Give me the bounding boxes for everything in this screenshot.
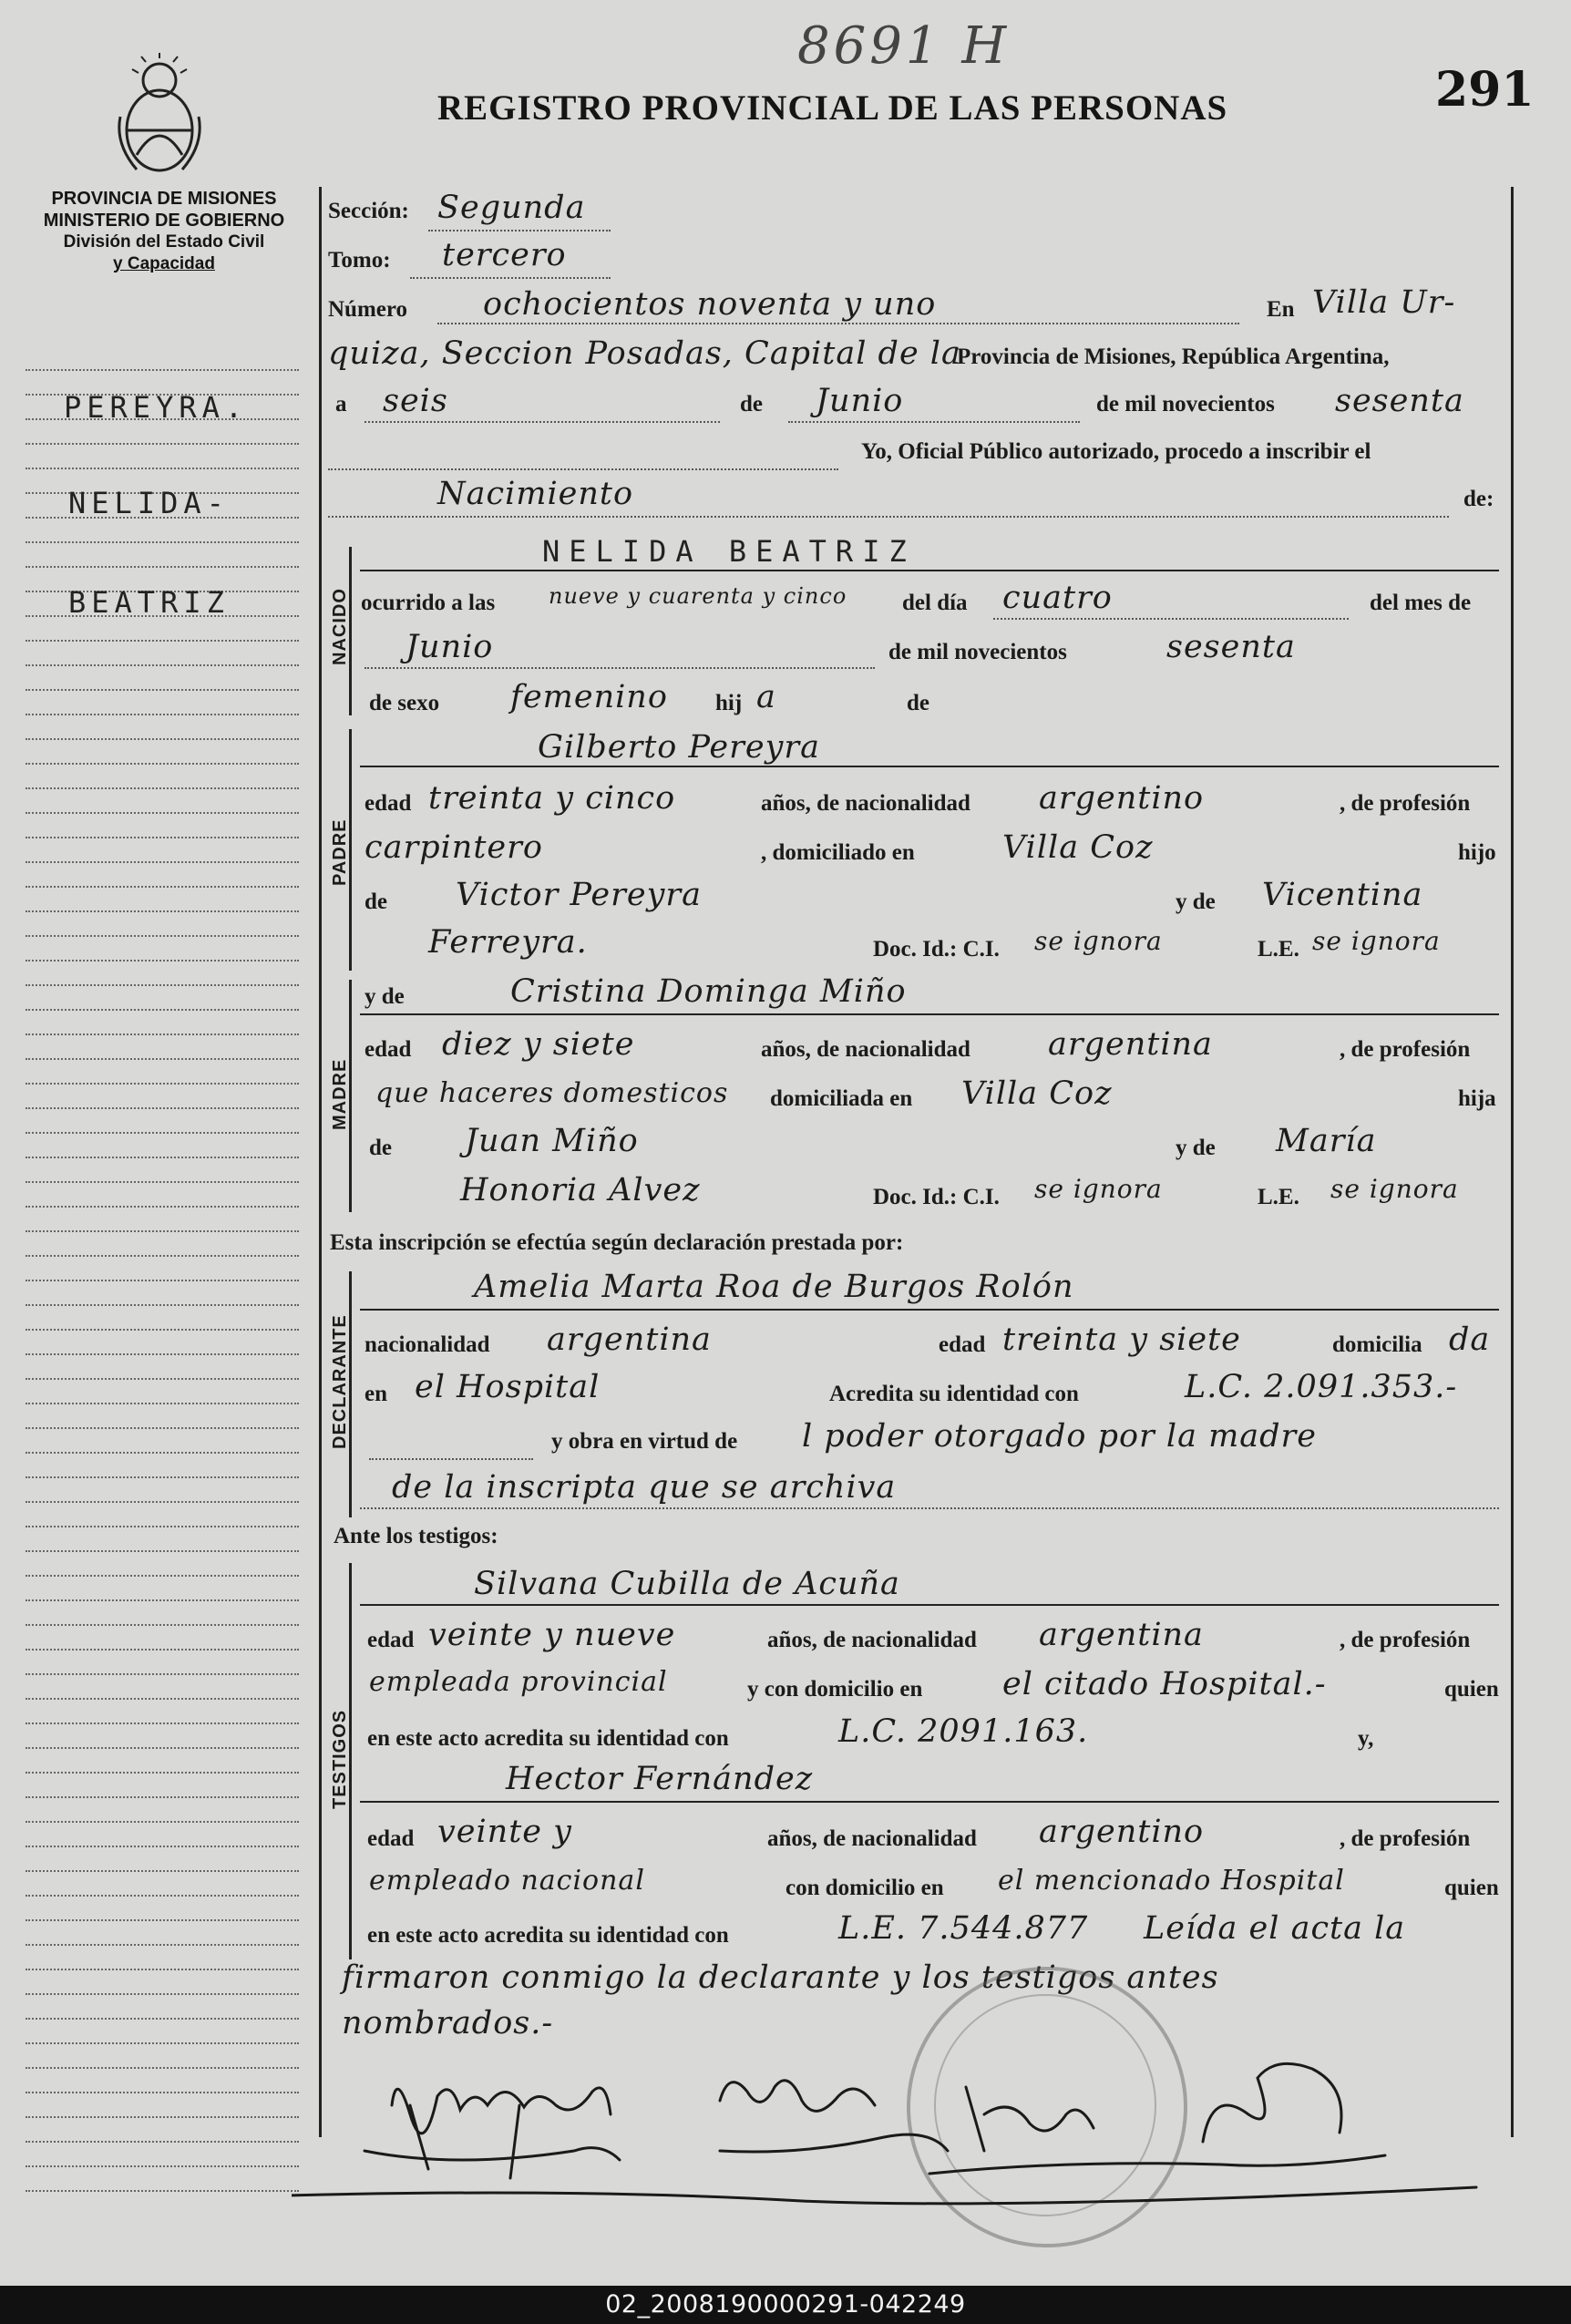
- label-de-madre: de: [369, 1136, 392, 1160]
- margin-line: [26, 886, 299, 888]
- label-quien-t1: quien: [1444, 1677, 1499, 1702]
- margin-line: [26, 1846, 299, 1847]
- label-domiciliado-padre: , domiciliado en: [761, 840, 915, 865]
- margin-line: [26, 1895, 299, 1897]
- margin-line: [26, 1796, 299, 1798]
- label-anos-madre: años, de nacionalidad: [761, 1037, 970, 1062]
- label-de-mil: de mil novecientos: [1096, 392, 1275, 416]
- label-este-acto-t1: en este acto acredita su identidad con: [367, 1726, 729, 1751]
- margin-name-1: NELIDA-: [68, 486, 230, 520]
- dotline: [365, 667, 875, 669]
- label-con-dom-t2: con domicilio en: [786, 1876, 944, 1900]
- margin-line: [26, 714, 299, 715]
- label-domicilia-decl: domicilia: [1332, 1332, 1422, 1357]
- rule: [360, 1013, 1499, 1015]
- margin-line: [26, 1476, 299, 1478]
- margin-line: [26, 1033, 299, 1035]
- margin-line: [26, 1673, 299, 1675]
- rule: [360, 1309, 1499, 1311]
- frame-right-rule: [1511, 187, 1514, 2137]
- value-padre-padre: Victor Pereyra: [456, 877, 702, 913]
- margin-line: [26, 2018, 299, 2020]
- value-madre-nac: argentina: [1048, 1026, 1213, 1063]
- value-madre-ci: se ignora: [1034, 1174, 1163, 1204]
- margin-line: [26, 1058, 299, 1060]
- ministry-line-4: y Capacidad: [113, 254, 215, 273]
- label-ocurrido: ocurrido a las: [361, 591, 496, 615]
- margin-line: [26, 1157, 299, 1158]
- margin-line: [26, 2042, 299, 2044]
- value-padre-dom: Villa Coz: [1002, 829, 1154, 866]
- page-title: REGISTRO PROVINCIAL DE LAS PERSONAS: [437, 88, 1228, 128]
- value-t1-dom: el citado Hospital.-: [1002, 1666, 1327, 1702]
- label-le-padre: L.E.: [1258, 937, 1299, 961]
- value-t2-dom: el mencionado Hospital: [998, 1865, 1345, 1897]
- label-anos-padre: años, de nacionalidad: [761, 791, 970, 816]
- top-scrawl: 8691 H: [797, 16, 1011, 76]
- label-de-2: de: [907, 691, 929, 715]
- margin-surname: PEREYRA.: [64, 390, 249, 425]
- value-dia-nac: cuatro: [1002, 580, 1113, 616]
- margin-line: [26, 910, 299, 912]
- dotline: [328, 516, 1449, 518]
- margin-line: [26, 2141, 299, 2143]
- value-anio: sesenta: [1335, 383, 1464, 419]
- label-tomo: Tomo:: [328, 248, 391, 273]
- label-y-de-madre: y de: [365, 984, 405, 1009]
- label-docid-madre: Doc. Id.: C.I.: [873, 1185, 1000, 1209]
- label-seccion: Sección:: [328, 199, 409, 223]
- margin-line: [26, 1575, 299, 1577]
- value-hora: nueve y cuarenta y cinco: [549, 583, 847, 609]
- dotline: [410, 277, 611, 279]
- value-t2-id: L.E. 7.544.877: [838, 1910, 1089, 1947]
- margin-line: [26, 1353, 299, 1355]
- label-hijo-padre: hijo: [1458, 840, 1496, 865]
- label-edad-madre: edad: [365, 1037, 412, 1062]
- margin-line: [26, 1206, 299, 1208]
- value-t2-prof: empleado nacional: [369, 1865, 645, 1897]
- margin-line: [26, 1083, 299, 1085]
- label-anos-t1: años, de nacionalidad: [767, 1628, 977, 1652]
- label-de-mil-2: de mil novecientos: [888, 640, 1067, 664]
- margin-line: [26, 2092, 299, 2093]
- margin-line: [26, 1649, 299, 1650]
- label-esta-inscripcion: Esta inscripción se efectúa según declaración prestada por:: [330, 1230, 904, 1255]
- margin-line: [26, 2116, 299, 2118]
- value-place-2: quiza, Seccion Posadas, Capital de la: [328, 335, 961, 372]
- margin-line: [26, 1747, 299, 1749]
- dotline: [428, 230, 611, 231]
- value-padre-nac: argentino: [1039, 780, 1205, 817]
- margin-line: [26, 2067, 299, 2069]
- label-de-colon: de:: [1463, 487, 1494, 511]
- page-number: 291: [1435, 62, 1535, 118]
- label-edad-padre: edad: [365, 791, 412, 816]
- value-declarante-dom-suffix: da: [1449, 1321, 1491, 1358]
- value-mes-nac: Junio: [406, 629, 494, 665]
- margin-line: [26, 763, 299, 765]
- margin-line: [26, 1304, 299, 1306]
- value-padre-prof: carpintero: [365, 829, 543, 866]
- ministry-line-3: División del Estado Civil: [63, 232, 265, 252]
- value-padre-ci: se ignora: [1034, 926, 1163, 956]
- value-tomo: tercero: [442, 237, 567, 273]
- label-nacido: NACIDO: [330, 588, 350, 665]
- value-madre-le: se ignora: [1330, 1174, 1459, 1204]
- label-del-mes: del mes de: [1370, 591, 1472, 615]
- dotline: [788, 421, 1080, 423]
- rule: [360, 766, 1499, 767]
- frame-left-rule: [319, 187, 322, 2137]
- value-cierre-2: firmaron conmigo la declarante y los testigos antes: [342, 1959, 1219, 1996]
- margin-line: [26, 689, 299, 691]
- margin-line: [26, 1698, 299, 1700]
- margin-line: [26, 443, 299, 445]
- margin-line: [26, 541, 299, 543]
- margin-line: [26, 1230, 299, 1232]
- value-declarante-id: L.C. 2.091.353.-: [1185, 1369, 1458, 1405]
- label-de: de: [740, 392, 763, 416]
- value-anio-nac: sesenta: [1166, 629, 1296, 665]
- value-declarante-edad: treinta y siete: [1002, 1321, 1241, 1358]
- dotline: [360, 1507, 1499, 1509]
- value-t2-nac: argentino: [1039, 1814, 1205, 1850]
- margin-line: [26, 468, 299, 469]
- dotline: [328, 468, 838, 470]
- margin-line: [26, 787, 299, 789]
- ministry-line-1: PROVINCIA DE MISIONES: [51, 189, 277, 209]
- label-yo-oficial: Yo, Oficial Público autorizado, procedo a inscribir el: [861, 439, 1371, 464]
- dotline: [365, 421, 720, 423]
- margin-line: [26, 837, 299, 838]
- label-edad-decl: edad: [939, 1332, 986, 1357]
- margin-line: [26, 935, 299, 937]
- dotline: [369, 1458, 533, 1460]
- label-en: En: [1267, 297, 1295, 322]
- value-acto: Nacimiento: [437, 476, 634, 512]
- margin-line: [26, 1181, 299, 1183]
- value-declarante-obra-2: de la inscripta que se archiva: [392, 1469, 897, 1506]
- label-profesion-madre: , de profesión: [1340, 1037, 1471, 1062]
- label-domiciliada-madre: domiciliada en: [770, 1086, 913, 1111]
- label-testigos: TESTIGOS: [330, 1709, 350, 1809]
- label-le-madre: L.E.: [1258, 1185, 1299, 1209]
- value-madre-padre: Juan Miño: [465, 1123, 639, 1159]
- label-con-dom-t1: y con domicilio en: [747, 1677, 923, 1702]
- label-de-padre: de: [365, 889, 387, 914]
- label-este-acto-t2: en este acto acredita su identidad con: [367, 1923, 729, 1948]
- value-padre-edad: treinta y cinco: [428, 780, 676, 817]
- value-numero: ochocientos noventa y uno: [483, 286, 937, 323]
- margin-line: [26, 1944, 299, 1946]
- label-a: a: [335, 392, 347, 416]
- value-padre-madre-2: Ferreyra.: [428, 924, 588, 961]
- margin-line: [26, 1772, 299, 1774]
- signatures-drawing: [292, 2051, 1504, 2233]
- margin-line: [26, 1501, 299, 1503]
- label-numero: Número: [328, 297, 408, 322]
- label-en-decl: en: [365, 1382, 387, 1406]
- margin-line: [26, 640, 299, 642]
- margin-line: [26, 1993, 299, 1995]
- margin-line: [26, 1624, 299, 1626]
- value-t1-nombre: Silvana Cubilla de Acuña: [474, 1566, 900, 1602]
- margin-line: [26, 1427, 299, 1429]
- label-docid-padre: Doc. Id.: C.I.: [873, 937, 1000, 961]
- value-madre-nombre: Cristina Dominga Miño: [510, 973, 907, 1010]
- value-t2-edad: veinte y: [437, 1814, 572, 1850]
- coat-of-arms-icon: [109, 53, 210, 180]
- margin-name-2: BEATRIZ: [68, 585, 230, 620]
- value-padre-le: se ignora: [1312, 926, 1441, 956]
- footer-id: 02_2008190000291-042249: [0, 2286, 1571, 2324]
- margin-line: [26, 1403, 299, 1404]
- margin-line: [26, 960, 299, 961]
- value-cierre-1: Leída el acta la: [1144, 1910, 1406, 1947]
- label-edad-t2: edad: [367, 1826, 415, 1851]
- value-mes: Junio: [816, 383, 904, 419]
- margin-line: [26, 1329, 299, 1331]
- label-profesion-t1: , de profesión: [1340, 1628, 1471, 1652]
- value-hij-suffix: a: [756, 679, 776, 715]
- margin-line: [26, 1969, 299, 1970]
- margin-line: [26, 1599, 299, 1601]
- label-padre: PADRE: [330, 818, 350, 886]
- label-hija-madre: hija: [1458, 1086, 1496, 1111]
- label-profesion-t2: , de profesión: [1340, 1826, 1471, 1851]
- label-quien-t2: quien: [1444, 1876, 1499, 1900]
- margin-line: [26, 664, 299, 666]
- value-t1-edad: veinte y nueve: [428, 1617, 676, 1653]
- ministry-block: [18, 188, 310, 275]
- label-del-dia: del día: [902, 591, 968, 615]
- value-declarante-dom: el Hospital: [415, 1369, 601, 1405]
- margin-line: [26, 566, 299, 568]
- label-y-de-padre: y de: [1176, 889, 1216, 914]
- label-y-comma: y,: [1358, 1726, 1374, 1751]
- label-y-obra: y obra en virtud de: [551, 1429, 738, 1454]
- margin-line: [26, 1526, 299, 1527]
- label-ante: Ante los testigos:: [334, 1524, 498, 1548]
- label-hij: hij: [715, 691, 743, 715]
- margin-line: [26, 1009, 299, 1011]
- value-place: Villa Ur-: [1312, 284, 1456, 321]
- margin-line: [26, 1132, 299, 1134]
- label-provincia: Provincia de Misiones, República Argentina,: [957, 344, 1390, 369]
- label-y-de-madre-2: y de: [1176, 1136, 1216, 1160]
- margin-line: [26, 2190, 299, 2192]
- margin-line: [26, 369, 299, 371]
- margin-line: [26, 984, 299, 986]
- margin-line: [26, 861, 299, 863]
- value-padre-nombre: Gilberto Pereyra: [538, 729, 820, 766]
- value-t1-id: L.C. 2091.163.: [838, 1713, 1089, 1750]
- value-sexo: femenino: [510, 679, 668, 715]
- dotline: [437, 323, 1239, 324]
- margin-line: [26, 1280, 299, 1281]
- margin-line: [26, 2165, 299, 2167]
- label-acredita-decl: Acredita su identidad con: [829, 1382, 1079, 1406]
- label-edad-t1: edad: [367, 1628, 415, 1652]
- value-madre-dom: Villa Coz: [961, 1075, 1113, 1112]
- margin-line: [26, 1378, 299, 1380]
- margin-line: [26, 1919, 299, 1921]
- rule: [360, 570, 1499, 571]
- margin-line: [26, 1722, 299, 1724]
- margin-line: [26, 1870, 299, 1872]
- value-madre-madre-2: Honoria Alvez: [460, 1172, 701, 1208]
- value-declarante-obra: l poder otorgado por la madre: [802, 1418, 1318, 1455]
- label-sexo: de sexo: [369, 691, 440, 715]
- label-declarante: DECLARANTE: [330, 1314, 350, 1449]
- label-madre: MADRE: [330, 1058, 350, 1130]
- margin-line: [26, 1255, 299, 1257]
- label-profesion-padre: , de profesión: [1340, 791, 1471, 816]
- value-madre-edad: diez y siete: [442, 1026, 635, 1063]
- margin-line: [26, 1821, 299, 1823]
- dotline: [993, 618, 1349, 620]
- value-madre-prof: que haceres domesticos: [375, 1077, 729, 1109]
- rule: [360, 1604, 1499, 1606]
- value-t1-prof: empleada provincial: [369, 1666, 668, 1698]
- margin-line: [26, 1550, 299, 1552]
- value-nombre: NELIDA BEATRIZ: [542, 534, 916, 569]
- margin-line: [26, 738, 299, 740]
- label-nacionalidad-decl: nacionalidad: [365, 1332, 490, 1357]
- margin-line: [26, 1107, 299, 1109]
- value-declarante-nombre: Amelia Marta Roa de Burgos Rolón: [474, 1269, 1074, 1305]
- value-t1-nac: argentina: [1039, 1617, 1204, 1653]
- value-padre-madre: Vicentina: [1262, 877, 1423, 913]
- value-seccion: Segunda: [437, 190, 586, 226]
- value-madre-madre: María: [1276, 1123, 1377, 1159]
- value-t2-nombre: Hector Fernández: [506, 1761, 814, 1797]
- value-dia: seis: [383, 383, 448, 419]
- ministry-line-2: MINISTERIO DE GOBIERNO: [43, 211, 285, 231]
- value-declarante-nac: argentina: [547, 1321, 712, 1358]
- margin-line: [26, 1452, 299, 1454]
- label-anos-t2: años, de nacionalidad: [767, 1826, 977, 1851]
- rule: [360, 1801, 1499, 1803]
- margin-line: [26, 812, 299, 814]
- value-cierre-3: nombrados.-: [342, 2005, 554, 2041]
